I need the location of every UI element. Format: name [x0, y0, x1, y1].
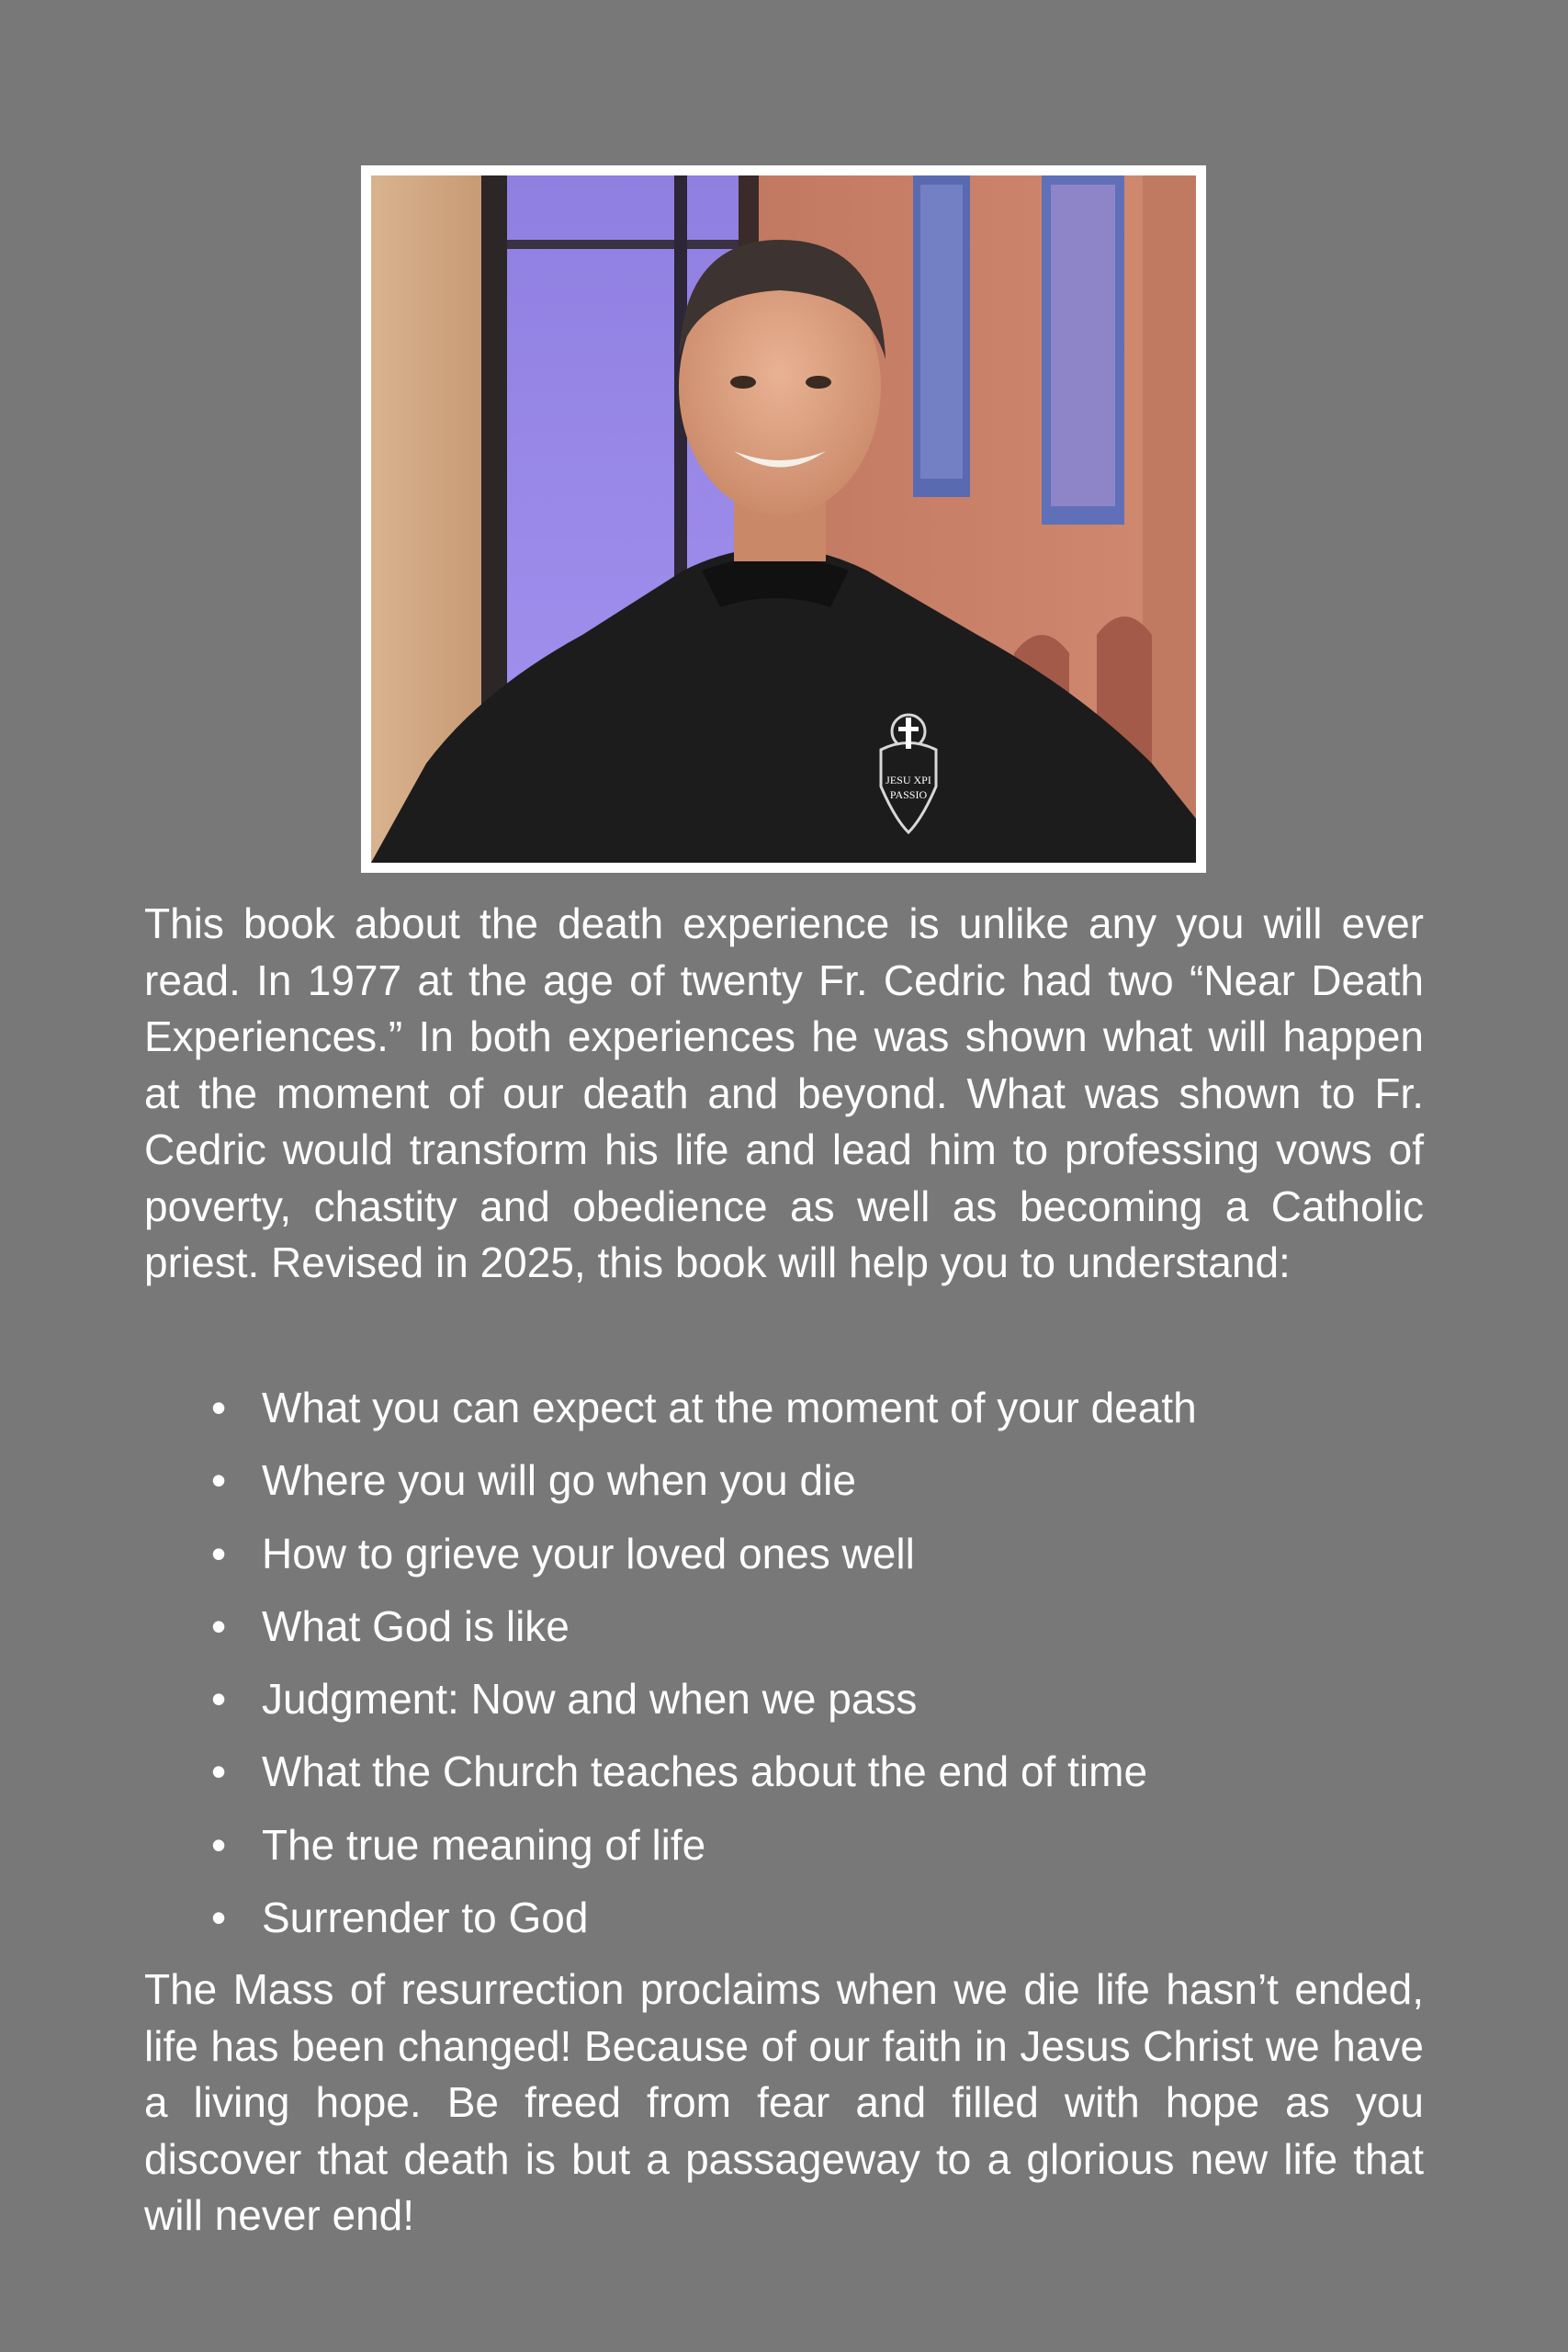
bullet-icon: • [211, 1601, 227, 1650]
list-item [144, 1378, 1424, 1451]
closing-paragraph: The Mass of resurrection proclaims when we die life hasn’t ended, life has been changed! Because of our faith in Jesus Christ we have a living hope. Be freed from fear and filled with hope as you discover that death is but a passageway to a glorious new life that will never end! [144, 1965, 1424, 2239]
list-item [144, 1524, 1424, 1597]
list-item [144, 1597, 1424, 1669]
bullet-icon: • [211, 1529, 227, 1577]
list-item [144, 1888, 1424, 1961]
list-item [144, 1742, 1424, 1815]
bullet-icon: • [211, 1456, 227, 1505]
badge-text-line2: PASSIO [889, 788, 928, 801]
list-item-text: What you can expect at the moment of your death [262, 1384, 1197, 1431]
author-photo-frame [361, 165, 1206, 873]
list-item [144, 1669, 1424, 1742]
list-item-text: Where you will go when you die [262, 1456, 856, 1505]
author-portrait-image [371, 175, 1196, 863]
list-item-text: The true meaning of life [262, 1820, 706, 1869]
list-item [144, 1815, 1424, 1888]
bullet-icon: • [211, 1894, 227, 1942]
list-item-text: How to grieve your loved ones well [262, 1529, 915, 1577]
intro-paragraph: This book about the death experience is unlike any you will ever read. In 1977 at the age of twenty Fr. Cedric had two “Near Death Experiences.” In both experiences he was shown what will happen at the moment of our death and beyond. What was shown to Fr. Cedric would transform his life and lead him to professing vows of poverty, chastity and obedience as well as becoming a Catholic priest. Revised in 2025, this book will help you to understand: [144, 899, 1424, 1286]
bullet-icon: • [211, 1384, 227, 1431]
list-item-text: What God is like [262, 1601, 570, 1650]
author-photo [371, 175, 1196, 863]
list-item [144, 1451, 1424, 1523]
topics-list [144, 1378, 1424, 1961]
bullet-icon: • [211, 1675, 227, 1724]
bullet-icon: • [211, 1747, 227, 1796]
list-item-text: Judgment: Now and when we pass [262, 1675, 918, 1724]
list-item-text: Surrender to God [262, 1894, 589, 1942]
bullet-icon: • [211, 1820, 227, 1869]
badge-text-line1: JESU XPI [886, 774, 931, 786]
list-item-text: What the Church teaches about the end of time [262, 1747, 1148, 1796]
